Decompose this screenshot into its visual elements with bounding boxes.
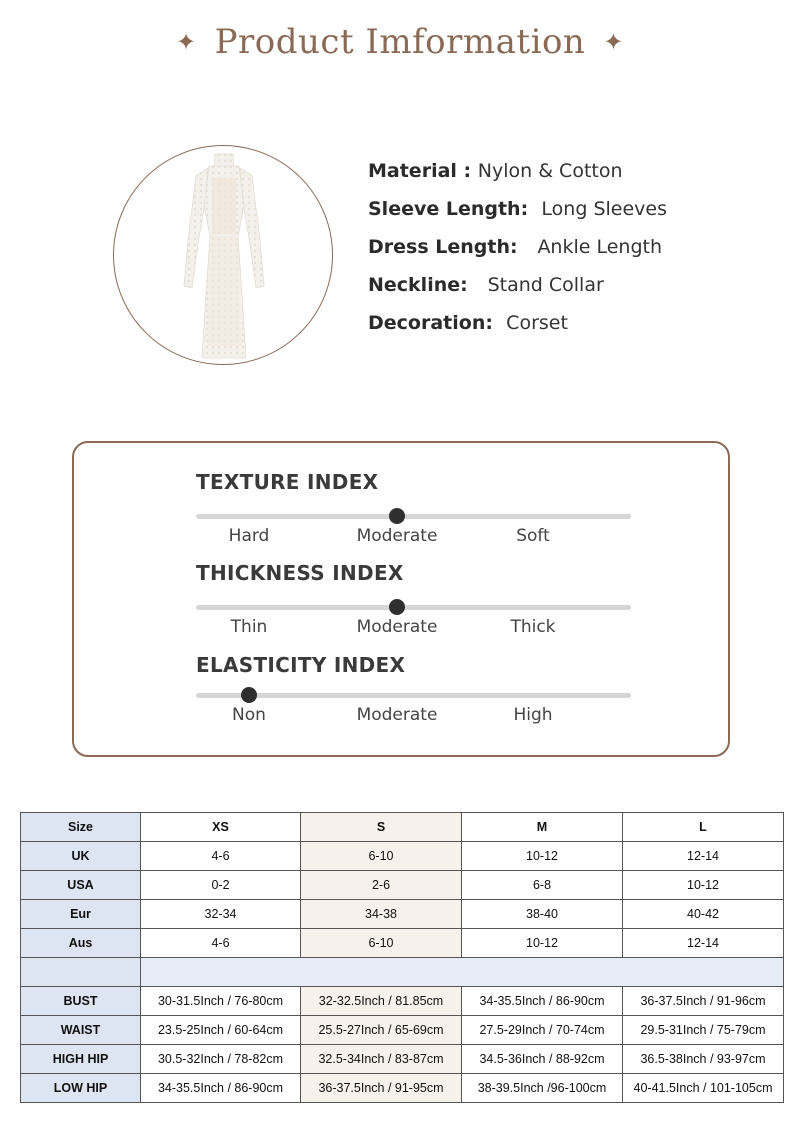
row-header: USA <box>21 871 141 900</box>
page-title-text: Product Imformation <box>214 22 586 62</box>
texture-index-marker <box>389 508 405 524</box>
attr-material <box>368 152 788 190</box>
table-cell: 32-34 <box>141 900 301 929</box>
column-header: S <box>301 813 462 842</box>
attr-label: Sleeve Length: <box>368 198 542 220</box>
table-cell: 6-8 <box>462 871 623 900</box>
sparkle-icon: ✦ <box>176 28 197 56</box>
row-header: HIGH HIP <box>21 1045 141 1074</box>
attr-value: Corset <box>506 312 568 334</box>
table-cell: 6-10 <box>301 842 462 871</box>
table-cell: 40-42 <box>623 900 784 929</box>
table-cell: 12-14 <box>623 929 784 958</box>
table-cell: 30-31.5Inch / 76-80cm <box>141 987 301 1016</box>
product-photo <box>113 145 333 365</box>
column-header: L <box>623 813 784 842</box>
row-header: Eur <box>21 900 141 929</box>
table-row <box>21 1016 784 1045</box>
row-header: BUST <box>21 987 141 1016</box>
texture-index-title: TEXTURE INDEX <box>196 470 379 494</box>
elasticity-label-mid: Moderate <box>356 705 438 725</box>
table-row <box>21 1074 784 1103</box>
table-cell: 40-41.5Inch / 101-105cm <box>623 1074 784 1103</box>
table-spacer-row <box>21 958 784 987</box>
attr-label: Material : <box>368 160 478 182</box>
attr-value: Nylon & Cotton <box>477 160 623 182</box>
table-row <box>21 929 784 958</box>
column-header: M <box>462 813 623 842</box>
table-row <box>21 1045 784 1074</box>
table-cell: 38-39.5Inch /96-100cm <box>462 1074 623 1103</box>
page-title <box>0 14 800 70</box>
elasticity-index-title: ELASTICITY INDEX <box>196 653 406 677</box>
table-row <box>21 871 784 900</box>
texture-label-low: Hard <box>228 526 270 546</box>
table-cell: 36-37.5Inch / 91-96cm <box>623 987 784 1016</box>
table-row <box>21 987 784 1016</box>
thickness-label-high: Thick <box>510 617 556 637</box>
elasticity-index-marker <box>241 687 257 703</box>
table-cell: 23.5-25Inch / 60-64cm <box>141 1016 301 1045</box>
size-chart-table <box>20 812 784 1103</box>
table-header-row <box>21 813 784 842</box>
thickness-index-track <box>196 605 631 610</box>
column-header: XS <box>141 813 301 842</box>
attr-label: Dress Length: <box>368 236 538 258</box>
dress-image <box>114 146 333 365</box>
row-header: LOW HIP <box>21 1074 141 1103</box>
attr-dress-length <box>368 228 788 266</box>
table-cell: 34.5-36Inch / 88-92cm <box>462 1045 623 1074</box>
table-cell: 32-32.5Inch / 81.85cm <box>301 987 462 1016</box>
table-cell: 0-2 <box>141 871 301 900</box>
table-cell: 29.5-31Inch / 75-79cm <box>623 1016 784 1045</box>
table-cell: 12-14 <box>623 842 784 871</box>
texture-index-track <box>196 514 631 519</box>
attr-label: Neckline: <box>368 274 488 296</box>
table-cell: 34-38 <box>301 900 462 929</box>
table-cell: 34-35.5Inch / 86-90cm <box>141 1074 301 1103</box>
attr-label: Decoration: <box>368 312 507 334</box>
thickness-index-marker <box>389 599 405 615</box>
elasticity-index-track <box>196 693 631 698</box>
table-cell: 10-12 <box>623 871 784 900</box>
elasticity-label-low: Non <box>232 705 266 725</box>
table-cell: 4-6 <box>141 842 301 871</box>
attr-value: Long Sleeves <box>541 198 667 220</box>
table-cell: 36-37.5Inch / 91-95cm <box>301 1074 462 1103</box>
texture-label-mid: Moderate <box>356 526 438 546</box>
attr-value: Ankle Length <box>537 236 663 258</box>
attr-sleeve-length <box>368 190 788 228</box>
attr-decoration <box>368 304 788 342</box>
spacer-cell <box>141 958 784 987</box>
table-cell: 27.5-29Inch / 70-74cm <box>462 1016 623 1045</box>
table-cell: 10-12 <box>462 929 623 958</box>
thickness-label-low: Thin <box>230 617 268 637</box>
table-row <box>21 900 784 929</box>
attr-neckline <box>368 266 788 304</box>
row-header: UK <box>21 842 141 871</box>
table-cell: 10-12 <box>462 842 623 871</box>
elasticity-label-high: High <box>513 705 553 725</box>
table-cell: 34-35.5Inch / 86-90cm <box>462 987 623 1016</box>
thickness-index-title: THICKNESS INDEX <box>196 561 404 585</box>
sparkle-icon: ✦ <box>603 28 624 56</box>
product-attributes <box>368 152 788 342</box>
column-header: Size <box>21 813 141 842</box>
row-header: WAIST <box>21 1016 141 1045</box>
table-cell: 36.5-38Inch / 93-97cm <box>623 1045 784 1074</box>
table-cell: 32.5-34Inch / 83-87cm <box>301 1045 462 1074</box>
table-cell: 2-6 <box>301 871 462 900</box>
table-cell: 25.5-27Inch / 65-69cm <box>301 1016 462 1045</box>
table-cell: 38-40 <box>462 900 623 929</box>
row-header: Aus <box>21 929 141 958</box>
table-cell: 30.5-32Inch / 78-82cm <box>141 1045 301 1074</box>
table-row <box>21 842 784 871</box>
spacer-cell <box>21 958 141 987</box>
thickness-label-mid: Moderate <box>356 617 438 637</box>
texture-label-high: Soft <box>516 526 550 546</box>
table-cell: 6-10 <box>301 929 462 958</box>
table-cell: 4-6 <box>141 929 301 958</box>
attr-value: Stand Collar <box>487 274 604 296</box>
